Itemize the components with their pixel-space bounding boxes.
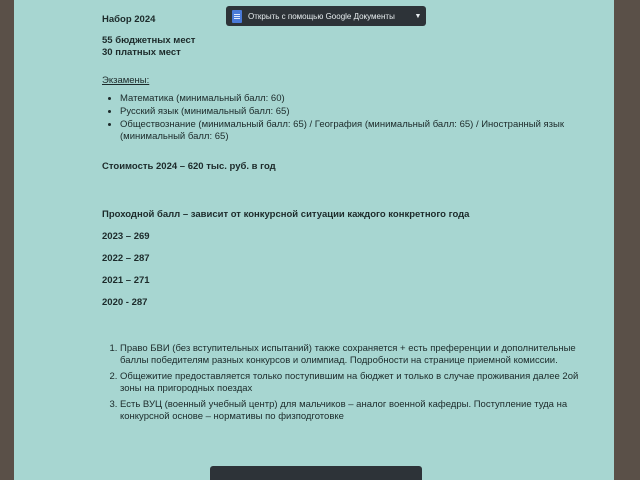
score-row: 2022 – 287 — [102, 253, 150, 264]
page-navigation-bar[interactable] — [210, 466, 422, 480]
doc-title: Набор 2024 — [102, 14, 156, 25]
note-item: 1. Право БВИ (без вступительных испытаний) также сохраняется + есть преференции и дополнительные баллы победителям разных конкурсов и олимпиад. Подробности на странице приемной комиссии. — [120, 343, 592, 367]
exam-item: • Математика (минимальный балл: 60) — [120, 93, 592, 105]
notes-list — [102, 343, 592, 423]
exam-item: • Русский язык (минимальный балл: 65) — [120, 106, 592, 118]
note-item: 3. Есть ВУЦ (военный учебный центр) для мальчиков – аналог военной кафедры. Поступление туда на конкурсной основе – нормативы по физподготовке — [120, 399, 592, 423]
exam-item: • Обществознание (минимальный балл: 65) / География (минимальный балл: 65) / Иностранный язык (минимальный балл: 65) — [120, 119, 592, 143]
exams-title: Экзамены: — [102, 75, 150, 86]
exams-list — [102, 93, 592, 143]
cost-line: Стоимость 2024 – 620 тыс. руб. в год — [102, 161, 276, 172]
score-row: 2020 - 287 — [102, 297, 148, 308]
note-item: 2. Общежитие предоставляется только поступившим на бюджет и только в случае проживания далее 2ой зоны на пригородных поездах — [120, 371, 592, 395]
open-with-label: Открыть с помощью Google Документы — [248, 11, 395, 21]
chevron-down-icon[interactable]: ▼ — [414, 12, 422, 20]
document-viewer — [14, 0, 614, 480]
budget-places: 55 бюджетных мест — [102, 35, 196, 46]
passing-score-title: Проходной балл – зависит от конкурсной ситуации каждого конкретного года — [102, 209, 470, 220]
paid-places: 30 платных мест — [102, 47, 181, 58]
score-row: 2021 – 271 — [102, 275, 150, 286]
score-row: 2023 – 269 — [102, 231, 150, 242]
document-page — [102, 11, 592, 427]
